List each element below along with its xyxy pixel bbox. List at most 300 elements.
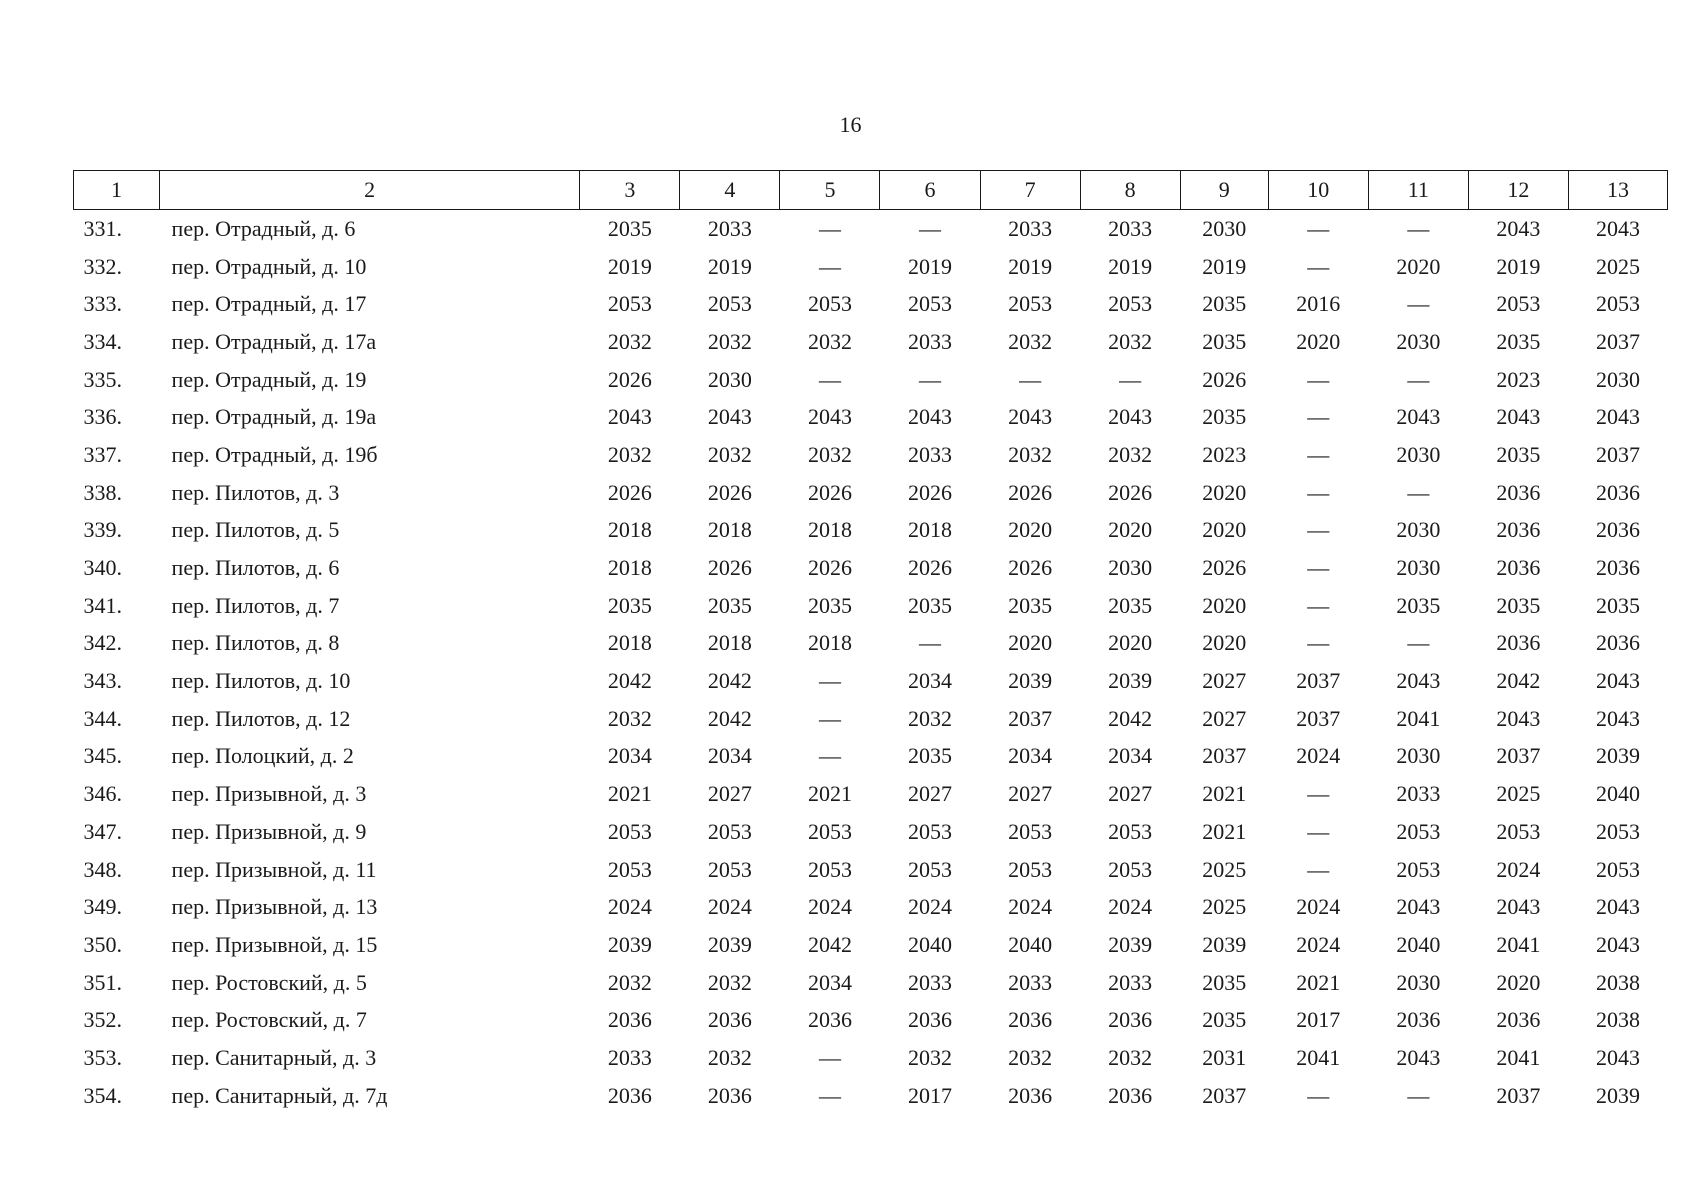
- row-number: 348.: [83, 856, 122, 882]
- table-row: [74, 700, 1668, 738]
- year-cell: 2019: [908, 253, 953, 279]
- year-cell: 2020: [1108, 517, 1153, 543]
- year-cell: 2036: [1595, 517, 1640, 543]
- year-cell: 2042: [607, 668, 652, 694]
- table-row: [74, 813, 1668, 851]
- year-cell: 2023: [1202, 441, 1247, 467]
- table-row: [74, 248, 1668, 286]
- year-cell: 2030: [1396, 743, 1441, 769]
- year-cell: 2033: [707, 215, 752, 241]
- table-row: [74, 361, 1668, 399]
- table-row: [74, 964, 1668, 1002]
- year-cell: 2037: [1202, 743, 1247, 769]
- year-cell: 2042: [707, 705, 752, 731]
- year-cell: 2033: [1396, 781, 1441, 807]
- table-body: [74, 210, 1668, 1115]
- year-cell: 2024: [1108, 894, 1153, 920]
- year-cell: 2030: [1108, 555, 1153, 581]
- year-cell: 2034: [1108, 743, 1153, 769]
- year-cell: 2043: [1396, 1044, 1441, 1070]
- year-cell: 2041: [1396, 705, 1441, 731]
- year-cell: 2033: [908, 328, 953, 354]
- year-cell: 2032: [1008, 328, 1053, 354]
- year-cell: 2036: [1496, 517, 1541, 543]
- year-cell: —: [818, 1082, 841, 1108]
- address-cell: пер. Отрадный, д. 6: [171, 215, 356, 241]
- year-cell: 2035: [1008, 592, 1053, 618]
- year-cell: 2036: [1008, 1082, 1053, 1108]
- year-cell: 2042: [807, 931, 852, 957]
- row-number: 354.: [83, 1082, 122, 1108]
- year-cell: 2036: [1496, 555, 1541, 581]
- year-cell: 2043: [1595, 668, 1640, 694]
- year-cell: 2033: [1008, 215, 1053, 241]
- row-number: 349.: [83, 894, 122, 920]
- year-cell: 2033: [1108, 969, 1153, 995]
- year-cell: —: [1307, 1082, 1330, 1108]
- column-header-4: 4: [680, 171, 780, 210]
- column-header-11: 11: [1368, 171, 1468, 210]
- year-cell: 2053: [1595, 856, 1640, 882]
- year-cell: 2053: [807, 856, 852, 882]
- row-number: 331.: [83, 215, 122, 241]
- year-cell: 2035: [1595, 592, 1640, 618]
- year-cell: 2027: [1202, 705, 1247, 731]
- year-cell: 2027: [1008, 781, 1053, 807]
- address-cell: пер. Ростовский, д. 7: [171, 1007, 367, 1033]
- table-row: [74, 1001, 1668, 1039]
- year-cell: 2024: [1008, 894, 1053, 920]
- year-cell: 2020: [1202, 517, 1247, 543]
- address-cell: пер. Полоцкий, д. 2: [171, 743, 354, 769]
- year-cell: 2033: [908, 441, 953, 467]
- table-row: [74, 738, 1668, 776]
- table-row: [74, 210, 1668, 248]
- year-cell: 2033: [1008, 969, 1053, 995]
- year-cell: 2039: [1108, 931, 1153, 957]
- table-row: [74, 587, 1668, 625]
- column-header-7: 7: [980, 171, 1080, 210]
- year-cell: 2031: [1202, 1044, 1247, 1070]
- register-table: [73, 170, 1668, 1115]
- year-cell: —: [1119, 366, 1142, 392]
- year-cell: 2053: [807, 291, 852, 317]
- year-cell: 2024: [1296, 931, 1341, 957]
- year-cell: 2053: [707, 818, 752, 844]
- year-cell: 2043: [1496, 404, 1541, 430]
- table-row: [74, 888, 1668, 926]
- year-cell: 2020: [1108, 630, 1153, 656]
- table-row: [74, 625, 1668, 663]
- year-cell: 2032: [807, 441, 852, 467]
- year-cell: 2035: [908, 592, 953, 618]
- year-cell: 2043: [1595, 215, 1640, 241]
- year-cell: 2024: [1296, 894, 1341, 920]
- table-row: [74, 436, 1668, 474]
- row-number: 332.: [83, 253, 122, 279]
- year-cell: 2041: [1296, 1044, 1341, 1070]
- year-cell: 2043: [1595, 894, 1640, 920]
- year-cell: 2036: [607, 1082, 652, 1108]
- year-cell: 2040: [1008, 931, 1053, 957]
- year-cell: 2035: [1496, 328, 1541, 354]
- year-cell: 2036: [607, 1007, 652, 1033]
- year-cell: 2024: [1296, 743, 1341, 769]
- year-cell: 2032: [1108, 1044, 1153, 1070]
- year-cell: —: [1307, 404, 1330, 430]
- column-header-5: 5: [780, 171, 880, 210]
- column-header-2: 2: [160, 171, 580, 210]
- year-cell: —: [919, 366, 942, 392]
- year-cell: —: [818, 366, 841, 392]
- row-number: 350.: [83, 931, 122, 957]
- year-cell: 2032: [1108, 441, 1153, 467]
- year-cell: 2039: [1595, 743, 1640, 769]
- address-cell: пер. Призывной, д. 13: [171, 894, 378, 920]
- address-cell: пер. Отрадный, д. 17: [171, 291, 367, 317]
- year-cell: 2020: [1008, 517, 1053, 543]
- address-cell: пер. Призывной, д. 15: [171, 931, 378, 957]
- year-cell: 2020: [1202, 630, 1247, 656]
- year-cell: —: [919, 215, 942, 241]
- year-cell: 2019: [1008, 253, 1053, 279]
- address-cell: пер. Призывной, д. 11: [171, 856, 377, 882]
- year-cell: 2036: [1108, 1082, 1153, 1108]
- year-cell: 2039: [1108, 668, 1153, 694]
- year-cell: 2053: [607, 856, 652, 882]
- year-cell: 2043: [1595, 931, 1640, 957]
- year-cell: 2036: [707, 1082, 752, 1108]
- year-cell: 2020: [1008, 630, 1053, 656]
- year-cell: 2040: [1595, 781, 1640, 807]
- year-cell: —: [1407, 479, 1430, 505]
- year-cell: 2053: [1008, 856, 1053, 882]
- year-cell: 2032: [707, 1044, 752, 1070]
- year-cell: 2053: [707, 856, 752, 882]
- year-cell: 2053: [1108, 818, 1153, 844]
- table-row: [74, 474, 1668, 512]
- year-cell: 2032: [607, 328, 652, 354]
- year-cell: 2040: [908, 931, 953, 957]
- year-cell: 2041: [1496, 931, 1541, 957]
- year-cell: —: [1407, 630, 1430, 656]
- year-cell: 2026: [908, 555, 953, 581]
- table-row: [74, 398, 1668, 436]
- row-number: 344.: [83, 705, 122, 731]
- year-cell: 2036: [1595, 555, 1640, 581]
- year-cell: 2026: [707, 479, 752, 505]
- year-cell: 2042: [1108, 705, 1153, 731]
- year-cell: 2035: [908, 743, 953, 769]
- year-cell: 2035: [1108, 592, 1153, 618]
- year-cell: 2043: [908, 404, 953, 430]
- address-cell: пер. Пилотов, д. 10: [171, 668, 351, 694]
- year-cell: 2035: [1496, 441, 1541, 467]
- year-cell: 2053: [908, 818, 953, 844]
- year-cell: —: [1307, 555, 1330, 581]
- year-cell: 2043: [1496, 705, 1541, 731]
- row-number: 346.: [83, 781, 122, 807]
- year-cell: 2026: [707, 555, 752, 581]
- address-cell: пер. Санитарный, д. 3: [171, 1044, 377, 1070]
- year-cell: 2035: [607, 215, 652, 241]
- address-cell: пер. Отрадный, д. 19а: [171, 404, 377, 430]
- address-cell: пер. Пилотов, д. 3: [171, 479, 340, 505]
- address-cell: пер. Отрадный, д. 17а: [171, 328, 377, 354]
- table-row: [74, 926, 1668, 964]
- year-cell: 2036: [1496, 1007, 1541, 1033]
- year-cell: 2017: [908, 1082, 953, 1108]
- address-cell: пер. Ростовский, д. 5: [171, 969, 367, 995]
- year-cell: —: [1307, 215, 1330, 241]
- year-cell: 2038: [1595, 1007, 1640, 1033]
- year-cell: 2016: [1296, 291, 1341, 317]
- year-cell: —: [818, 253, 841, 279]
- year-cell: 2037: [1202, 1082, 1247, 1108]
- year-cell: —: [1307, 253, 1330, 279]
- year-cell: 2032: [807, 328, 852, 354]
- year-cell: 2032: [607, 705, 652, 731]
- year-cell: 2053: [908, 856, 953, 882]
- row-number: 336.: [83, 404, 122, 430]
- year-cell: 2043: [1396, 668, 1441, 694]
- year-cell: 2017: [1296, 1007, 1341, 1033]
- year-cell: 2034: [807, 969, 852, 995]
- year-cell: 2035: [1496, 592, 1541, 618]
- address-cell: пер. Пилотов, д. 6: [171, 555, 340, 581]
- year-cell: 2026: [1108, 479, 1153, 505]
- year-cell: 2036: [1496, 479, 1541, 505]
- year-cell: 2053: [607, 818, 652, 844]
- year-cell: 2035: [1396, 592, 1441, 618]
- year-cell: 2024: [908, 894, 953, 920]
- year-cell: 2026: [1008, 555, 1053, 581]
- year-cell: 2020: [1496, 969, 1541, 995]
- address-cell: пер. Призывной, д. 3: [171, 781, 367, 807]
- year-cell: —: [818, 743, 841, 769]
- year-cell: 2020: [1396, 253, 1441, 279]
- year-cell: 2021: [1202, 818, 1247, 844]
- year-cell: —: [1407, 1082, 1430, 1108]
- year-cell: 2018: [908, 517, 953, 543]
- year-cell: 2027: [908, 781, 953, 807]
- year-cell: —: [1307, 592, 1330, 618]
- year-cell: 2026: [807, 479, 852, 505]
- year-cell: 2019: [607, 253, 652, 279]
- year-cell: 2032: [707, 441, 752, 467]
- year-cell: —: [1307, 781, 1330, 807]
- row-number: 334.: [83, 328, 122, 354]
- year-cell: —: [1307, 517, 1330, 543]
- year-cell: —: [1307, 479, 1330, 505]
- year-cell: 2025: [1202, 894, 1247, 920]
- year-cell: —: [1407, 291, 1430, 317]
- column-header-6: 6: [880, 171, 980, 210]
- year-cell: 2021: [807, 781, 852, 807]
- year-cell: 2034: [707, 743, 752, 769]
- year-cell: 2032: [908, 1044, 953, 1070]
- year-cell: —: [1407, 215, 1430, 241]
- year-cell: 2042: [1496, 668, 1541, 694]
- year-cell: 2037: [1296, 705, 1341, 731]
- year-cell: 2026: [1008, 479, 1053, 505]
- year-cell: 2026: [1202, 366, 1247, 392]
- year-cell: 2019: [1108, 253, 1153, 279]
- year-cell: —: [1407, 366, 1430, 392]
- year-cell: 2043: [1396, 894, 1441, 920]
- year-cell: 2018: [607, 630, 652, 656]
- column-header-9: 9: [1180, 171, 1268, 210]
- year-cell: 2030: [707, 366, 752, 392]
- year-cell: —: [1307, 818, 1330, 844]
- year-cell: 2018: [707, 630, 752, 656]
- year-cell: 2039: [707, 931, 752, 957]
- year-cell: 2053: [1108, 856, 1153, 882]
- row-number: 337.: [83, 441, 122, 467]
- year-cell: 2035: [707, 592, 752, 618]
- year-cell: 2036: [1595, 630, 1640, 656]
- year-cell: —: [818, 705, 841, 731]
- row-number: 347.: [83, 818, 122, 844]
- year-cell: 2026: [1202, 555, 1247, 581]
- year-cell: 2037: [1595, 441, 1640, 467]
- header-row: [74, 171, 1668, 210]
- year-cell: 2053: [1496, 291, 1541, 317]
- year-cell: 2037: [1595, 328, 1640, 354]
- year-cell: 2035: [1202, 969, 1247, 995]
- year-cell: 2053: [707, 291, 752, 317]
- year-cell: 2043: [807, 404, 852, 430]
- year-cell: 2035: [607, 592, 652, 618]
- year-cell: 2021: [607, 781, 652, 807]
- address-cell: пер. Пилотов, д. 7: [171, 592, 340, 618]
- address-cell: пер. Пилотов, д. 5: [171, 517, 340, 543]
- year-cell: 2020: [1202, 592, 1247, 618]
- year-cell: 2037: [1496, 743, 1541, 769]
- year-cell: 2030: [1202, 215, 1247, 241]
- year-cell: 2039: [1202, 931, 1247, 957]
- year-cell: 2026: [807, 555, 852, 581]
- year-cell: 2036: [707, 1007, 752, 1033]
- year-cell: 2053: [1008, 291, 1053, 317]
- year-cell: 2027: [1108, 781, 1153, 807]
- year-cell: 2021: [1202, 781, 1247, 807]
- year-cell: —: [1307, 366, 1330, 392]
- year-cell: 2035: [1202, 291, 1247, 317]
- year-cell: 2036: [807, 1007, 852, 1033]
- year-cell: 2024: [807, 894, 852, 920]
- address-cell: пер. Призывной, д. 9: [171, 818, 367, 844]
- year-cell: 2053: [1396, 818, 1441, 844]
- year-cell: 2034: [908, 668, 953, 694]
- year-cell: 2043: [707, 404, 752, 430]
- year-cell: 2034: [607, 743, 652, 769]
- year-cell: 2024: [707, 894, 752, 920]
- table-row: [74, 285, 1668, 323]
- row-number: 351.: [83, 969, 122, 995]
- year-cell: 2026: [607, 479, 652, 505]
- year-cell: 2036: [1496, 630, 1541, 656]
- year-cell: 2043: [1595, 705, 1640, 731]
- address-cell: пер. Отрадный, д. 10: [171, 253, 367, 279]
- year-cell: 2023: [1496, 366, 1541, 392]
- year-cell: 2032: [707, 328, 752, 354]
- year-cell: 2053: [607, 291, 652, 317]
- row-number: 345.: [83, 743, 122, 769]
- year-cell: 2027: [707, 781, 752, 807]
- address-cell: пер. Пилотов, д. 8: [171, 630, 340, 656]
- year-cell: 2030: [1396, 328, 1441, 354]
- row-number: 339.: [83, 517, 122, 543]
- table-row: [74, 1077, 1668, 1115]
- year-cell: 2032: [607, 441, 652, 467]
- row-number: 342.: [83, 630, 122, 656]
- year-cell: —: [919, 630, 942, 656]
- year-cell: 2018: [707, 517, 752, 543]
- year-cell: 2053: [1008, 818, 1053, 844]
- column-header-13: 13: [1568, 171, 1667, 210]
- year-cell: 2021: [1296, 969, 1341, 995]
- table-row: [74, 662, 1668, 700]
- year-cell: 2038: [1595, 969, 1640, 995]
- year-cell: 2039: [1008, 668, 1053, 694]
- year-cell: 2043: [1496, 894, 1541, 920]
- row-number: 338.: [83, 479, 122, 505]
- year-cell: 2039: [1595, 1082, 1640, 1108]
- year-cell: 2025: [1202, 856, 1247, 882]
- year-cell: —: [1307, 856, 1330, 882]
- row-number: 333.: [83, 291, 122, 317]
- year-cell: 2035: [1202, 404, 1247, 430]
- year-cell: 2036: [1396, 1007, 1441, 1033]
- year-cell: 2043: [1008, 404, 1053, 430]
- year-cell: 2030: [1396, 969, 1441, 995]
- year-cell: 2024: [1496, 856, 1541, 882]
- year-cell: 2020: [1296, 328, 1341, 354]
- year-cell: —: [1019, 366, 1042, 392]
- year-cell: 2036: [1595, 479, 1640, 505]
- year-cell: 2030: [1396, 517, 1441, 543]
- year-cell: 2037: [1296, 668, 1341, 694]
- year-cell: 2032: [1108, 328, 1153, 354]
- year-cell: 2019: [1202, 253, 1247, 279]
- year-cell: 2034: [1008, 743, 1053, 769]
- year-cell: 2032: [908, 705, 953, 731]
- year-cell: 2019: [1496, 253, 1541, 279]
- year-cell: 2030: [1396, 555, 1441, 581]
- year-cell: 2053: [807, 818, 852, 844]
- address-cell: пер. Пилотов, д. 12: [171, 705, 351, 731]
- year-cell: 2025: [1595, 253, 1640, 279]
- year-cell: —: [818, 1044, 841, 1070]
- year-cell: 2024: [607, 894, 652, 920]
- year-cell: 2043: [607, 404, 652, 430]
- row-number: 352.: [83, 1007, 122, 1033]
- year-cell: 2030: [1396, 441, 1441, 467]
- column-header-12: 12: [1468, 171, 1568, 210]
- year-cell: 2018: [807, 630, 852, 656]
- year-cell: 2053: [1108, 291, 1153, 317]
- table-row: [74, 775, 1668, 813]
- year-cell: 2043: [1595, 1044, 1640, 1070]
- year-cell: 2040: [1396, 931, 1441, 957]
- row-number: 335.: [83, 366, 122, 392]
- column-header-1: 1: [74, 171, 160, 210]
- year-cell: 2018: [807, 517, 852, 543]
- year-cell: 2053: [1396, 856, 1441, 882]
- year-cell: 2032: [1008, 441, 1053, 467]
- year-cell: 2043: [1496, 215, 1541, 241]
